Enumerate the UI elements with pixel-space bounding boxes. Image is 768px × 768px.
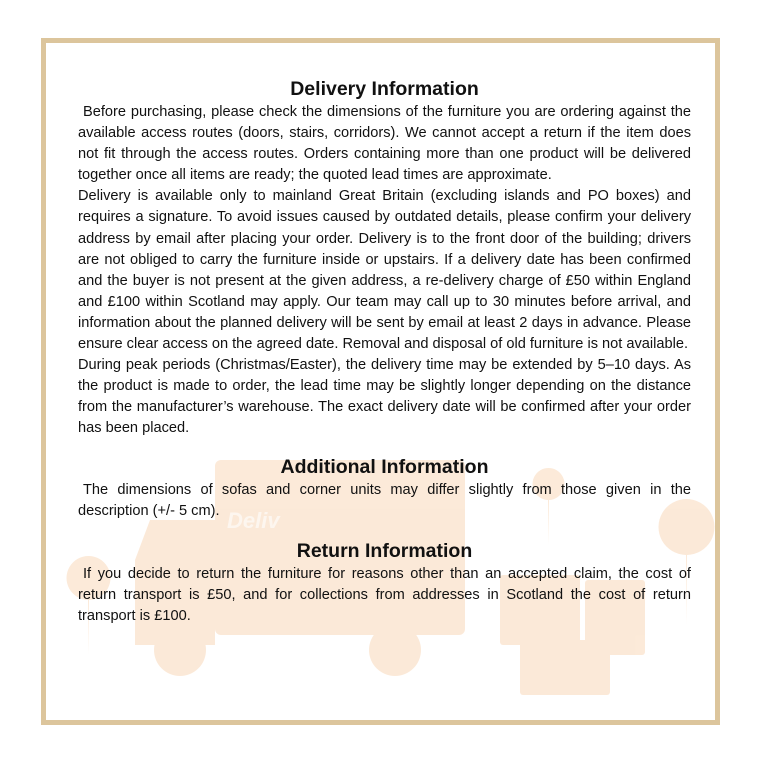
truck-watermark-text: Deliv <box>227 508 280 533</box>
info-content <box>78 76 691 627</box>
delivery-paragraph-2: Delivery is available only to mainland Great Britain (excluding islands and PO boxes) and requires a signature. To avoid issues caused by outdated details, please confirm your delivery address by email after placing your order. Delivery is to the front door of the building; drivers are not obliged to carry the furniture inside or upstairs. If a delivery date has been confirmed and the buyer is not present at the given address, a re-delivery charge of £50 within England and £100 within Scotland may apply. Our team may call up to 30 minutes before arrival, and information about the planned delivery will be sent by email at least 2 days in advance. Please ensure clear access on the agreed date. Removal and disposal of old furniture is not available. <box>78 188 691 353</box>
return-heading: Return Information <box>296 539 473 562</box>
return-paragraph: If you decide to return the furniture for reasons other than an accepted claim, the cost of return transport is £50, and for collections from addresses in Scotland the cost of return transport is £100. <box>78 565 691 624</box>
delivery-paragraph-1: Before purchasing, please check the dimensions of the furniture you are ordering against the available access routes (doors, stairs, corridors). We cannot accept a return if the item does not fit through the access routes. Orders containing more than one product will be delivered together once all items are ready; the quoted lead times are approximate. <box>78 104 691 184</box>
delivery-heading: Delivery Information <box>290 78 479 100</box>
additional-heading: Additional Information <box>280 455 489 478</box>
additional-paragraph: The dimensions of sofas and corner units may differ slightly from those given in the description (+/- 5 cm). <box>78 481 691 519</box>
delivery-paragraph-3: During peak periods (Christmas/Easter), the delivery time may be extended by 5–10 days. As the product is made to order, the lead time may be slightly longer depending on the distance from the manufacturer’s warehouse. The exact delivery date will be confirmed after your order has been placed. <box>78 357 691 437</box>
